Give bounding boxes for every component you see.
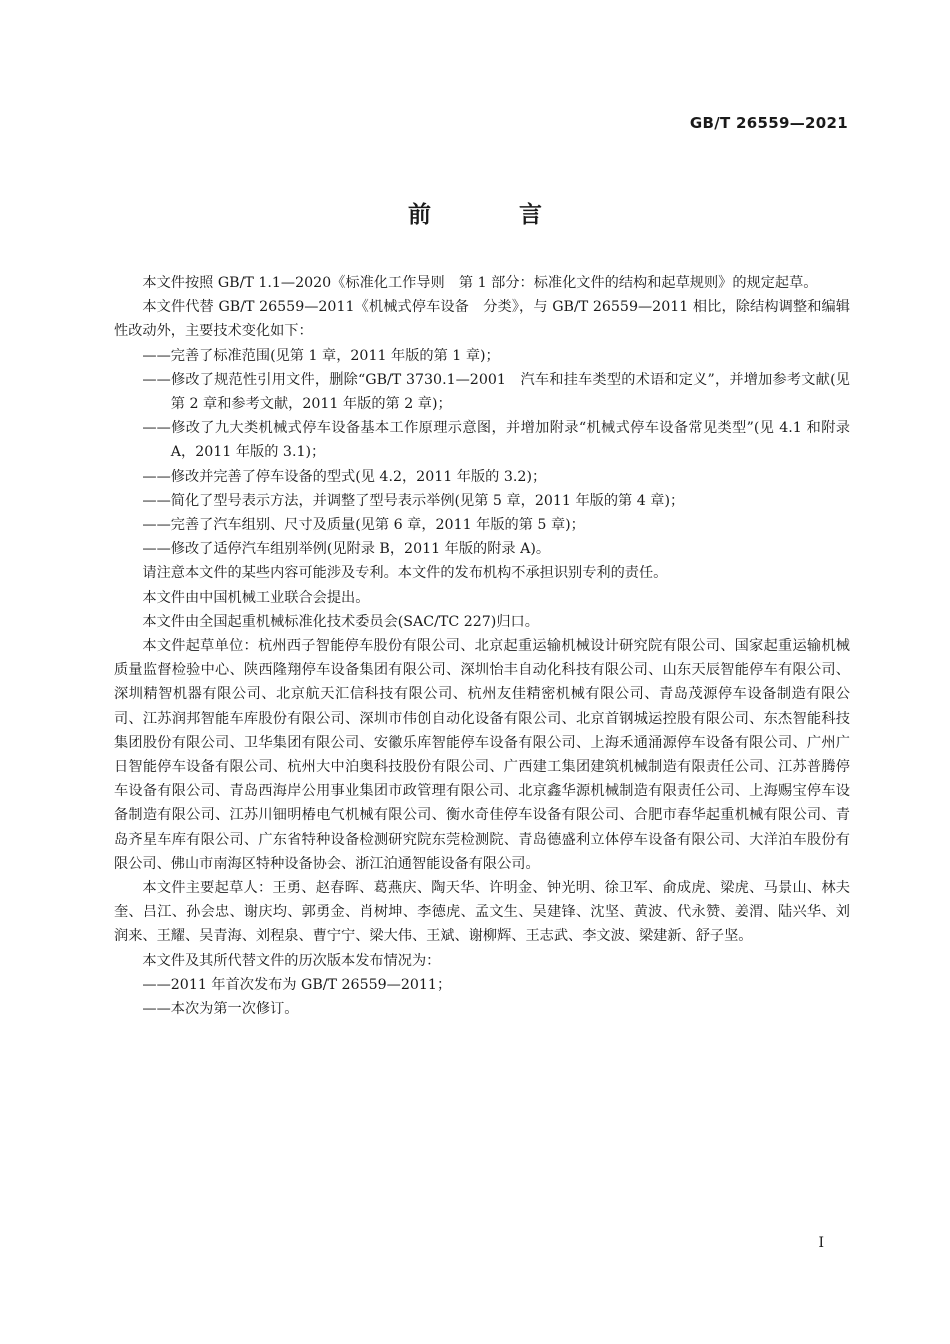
history-item: ——本次为第一次修订。 [142, 1001, 299, 1018]
change-item: ——修改并完善了停车设备的型式(见 4.2，2011 年版的 3.2)； [142, 468, 547, 485]
paragraph-drafting-rules: 本文件按照 GB/T 1.1—2020《标准化工作导则 第 1 部分：标准化文件的结构和起草规则》的规定起草。 [142, 275, 818, 291]
document-body [114, 271, 850, 1021]
history-intro: 本文件及其所代替文件的历次版本发布情况为： [142, 952, 441, 969]
centralized-unit-statement: 本文件由全国起重机械标准化技术委员会(SAC/TC 227)归口。 [142, 613, 539, 630]
change-item: ——修改了适停汽车组别举例(见附录 B，2011 年版的附录 A)。 [142, 541, 551, 558]
proposer-statement: 本文件由中国机械工业联合会提出。 [142, 589, 370, 606]
page-number: I [818, 1235, 824, 1251]
patent-notice: 请注意本文件的某些内容可能涉及专利。本文件的发布机构不承担识别专利的责任。 [142, 565, 668, 582]
change-item: ——简化了型号表示方法，并调整了型号表示举例(见第 5 章，2011 年版的第 4 章)； [142, 492, 685, 509]
standard-code: GB/T 26559—2021 [689, 114, 848, 132]
history-item: ——2011 年首次发布为 GB/T 26559—2011； [142, 976, 452, 993]
paragraph-replacement: 本文件代替 GB/T 26559—2011《机械式停车设备 分类》，与 GB/T 26559—2011 相比，除结构调整和编辑性改动外，主要技术变化如下： [114, 299, 850, 340]
change-item: ——完善了标准范围(见第 1 章，2011 年版的第 1 章)； [142, 347, 500, 364]
change-item: ——完善了汽车组别、尺寸及质量(见第 6 章，2011 年版的第 5 章)； [142, 517, 585, 534]
change-item: ——修改了九大类机械式停车设备基本工作原理示意图，并增加附录“机械式停车设备常见类型”(见 4.1 和附录 A，2011 年版的 3.1)； [142, 420, 850, 461]
page-title: 前 言 [407, 202, 582, 228]
main-drafters: 本文件主要起草人：王勇、赵春晖、葛燕庆、陶天华、许明金、钟光明、徐卫军、俞成虎、梁虎、马景山、林夫奎、吕江、孙会忠、谢庆均、郭勇金、肖树坤、李德虎、孟文生、吴建锋、沈坚、黄波、代永赞、姜渭、陆兴华、刘润来、王耀、吴青海、刘程泉、曹宁宁、梁大伟、王斌、谢柳辉、王志武、李文波、梁建新、舒子坚。 [114, 880, 850, 945]
change-item: ——修改了规范性引用文件，删除“GB/T 3730.1—2001 汽车和挂车类型的术语和定义”，并增加参考文献(见第 2 章和参考文献，2011 年版的第 2 章)； [142, 371, 850, 413]
drafting-units: 本文件起草单位：杭州西子智能停车股份有限公司、北京起重运输机械设计研究院有限公司、国家起重运输机械质量监督检验中心、陕西隆翔停车设备集团有限公司、深圳怡丰自动化科技有限公司、山东天辰智能停车有限公司、深圳精智机器有限公司、北京航天汇信科技有限公司、杭州友佳精密机械有限公司、青岛茂源停车设备制造有限公司、江苏润邦智能车库股份有限公司、深圳市伟创自动化设备有限公司、北京首钢城运控股有限公司、东杰智能科技集团股份有限公司、卫华集团有限公司、安徽乐库智能停车设备有限公司、上海禾通涌源停车设备有限公司、广州广日智能停车设备有限公司、杭州大中泊奥科技股份有限公司、广西建工集团建筑机械制造有限责任公司、江苏普腾停车设备有限公司、青岛西海岸公用事业集团市政管理有限公司、北京鑫华源机械制造有限责任公司、上海赐宝停车设备制造有限公司、江苏川钿明椿电气机械有限公司、衡水奇佳停车设备有限公司、合肥市春华起重机械有限公司、青岛齐星车库有限公司、广东省特种设备检测研究院东莞检测院、青岛德盛利立体停车设备有限公司、大洋泊车股份有限公司、佛山市南海区特种设备协会、浙江泊通智能设备有限公司。 [114, 638, 850, 872]
